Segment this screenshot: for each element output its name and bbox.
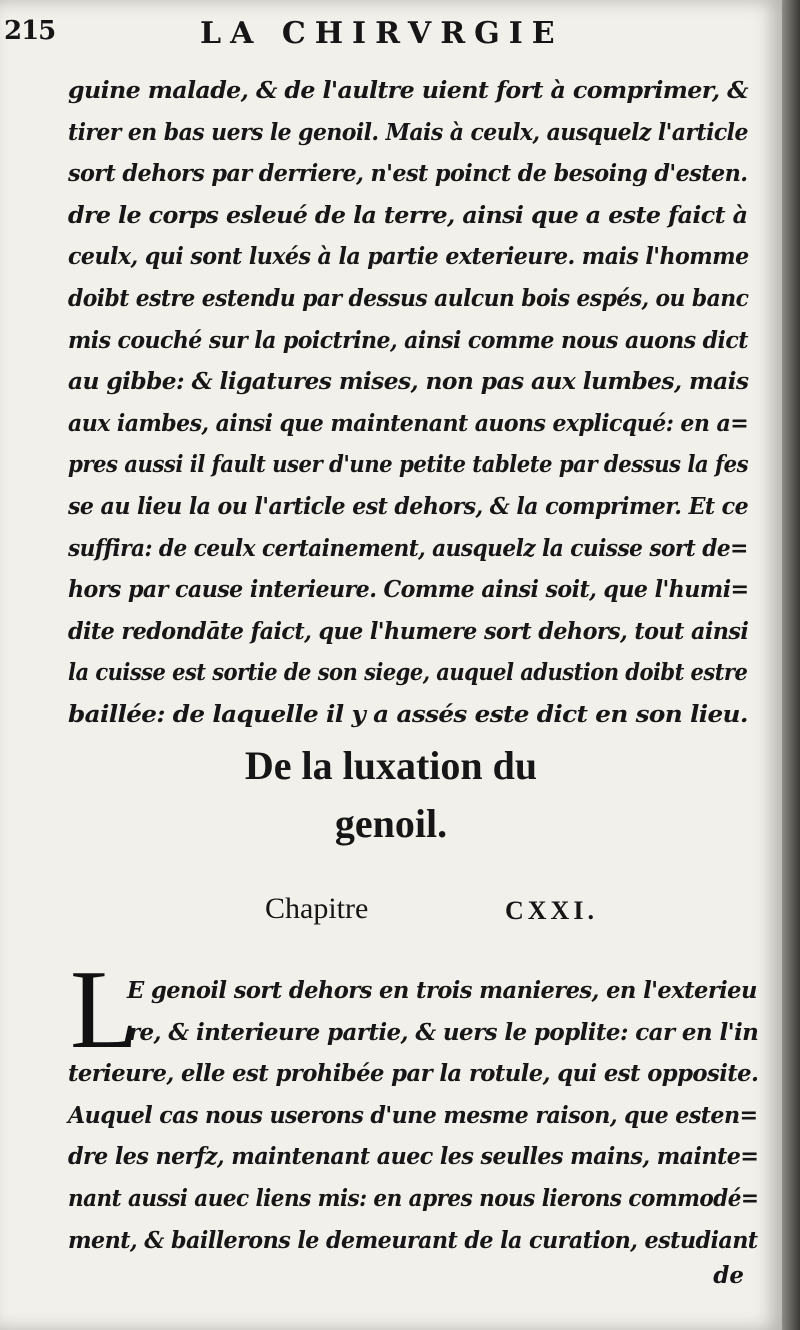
- text-line: suffira: de ceulx certainement, ausquelz la cuisse sort de=: [68, 534, 748, 562]
- text-line: la cuisse est sortie de son siege, auquel adustion doibt estre: [68, 659, 748, 687]
- text-line: hors par cause interieure. Comme ainsi soit, que l'humi=: [68, 576, 749, 604]
- text-line: sort dehors par derriere, n'est poinct de besoing d'esten.: [68, 160, 748, 188]
- body-text: [68, 70, 748, 736]
- chapter-heading: [0, 892, 782, 932]
- text-line: E genoil sort dehors en trois manieres, en l'exterieu: [127, 977, 757, 1004]
- section-title-line-1: De la luxation du: [244, 743, 538, 788]
- text-line: nant aussi auec liens mis: en apres nous lierons commodé=: [68, 1184, 759, 1212]
- text-line: dre les nerfz, maintenant auec les seulles mains, mainte=: [68, 1143, 759, 1171]
- text-line: guine malade, & de l'aultre uient fort à comprimer, &: [68, 77, 748, 104]
- text-line: dite redondāte faict, que l'humere sort dehors, tout ainsi: [68, 617, 749, 645]
- text-line: ment, & baillerons le demeurant de la curation, estudiant: [68, 1226, 758, 1254]
- text-line: Auquel cas nous userons d'une mesme raison, que esten=: [68, 1101, 758, 1129]
- text-line: aux iambes, ainsi que maintenant auons explicqué: en a=: [68, 409, 749, 437]
- text-line: se au lieu la ou l'article est dehors, & la comprimer. Et ce: [68, 492, 749, 520]
- running-title: LA CHIRVRGIE: [200, 16, 564, 51]
- text-line: tirer en bas uers le genoil. Mais à ceulx, ausquelz l'article: [68, 118, 748, 146]
- text-line: terieure, elle est prohibée par la rotule, qui est opposite.: [68, 1060, 759, 1088]
- text-line: baillée: de laquelle il y a assés este dict en son lieu.: [68, 700, 748, 728]
- text-line: doibt estre estendu par dessus aulcun bois espés, ou banc: [68, 284, 749, 312]
- page-header: [0, 14, 782, 58]
- text-line: re, & interieure partie, & uers le poplite: car en l'in: [128, 1018, 759, 1046]
- chapter-label: Chapitre: [265, 892, 369, 925]
- drop-cap: L: [70, 948, 139, 1072]
- catchword: de: [713, 1262, 744, 1289]
- text-line: dre le corps esleué de la terre, ainsi que a este faict à: [68, 201, 748, 229]
- chapter-text: [68, 970, 758, 1261]
- chapter-number: CXXI.: [505, 896, 598, 925]
- text-line: au gibbe: & ligatures mises, non pas aux lumbes, mais: [68, 368, 749, 396]
- text-line: pres aussi il fault user d'une petite tablete par dessus la fes: [68, 451, 749, 479]
- section-title-line-2: genoil.: [334, 801, 448, 846]
- text-line: mis couché sur la poictrine, ainsi comme nous auons dict: [68, 326, 748, 354]
- page-edge-shadow: [782, 0, 800, 1330]
- text-line: ceulx, qui sont luxés à la partie exterieure. mais l'homme: [68, 243, 749, 271]
- page-number: 215: [4, 16, 56, 46]
